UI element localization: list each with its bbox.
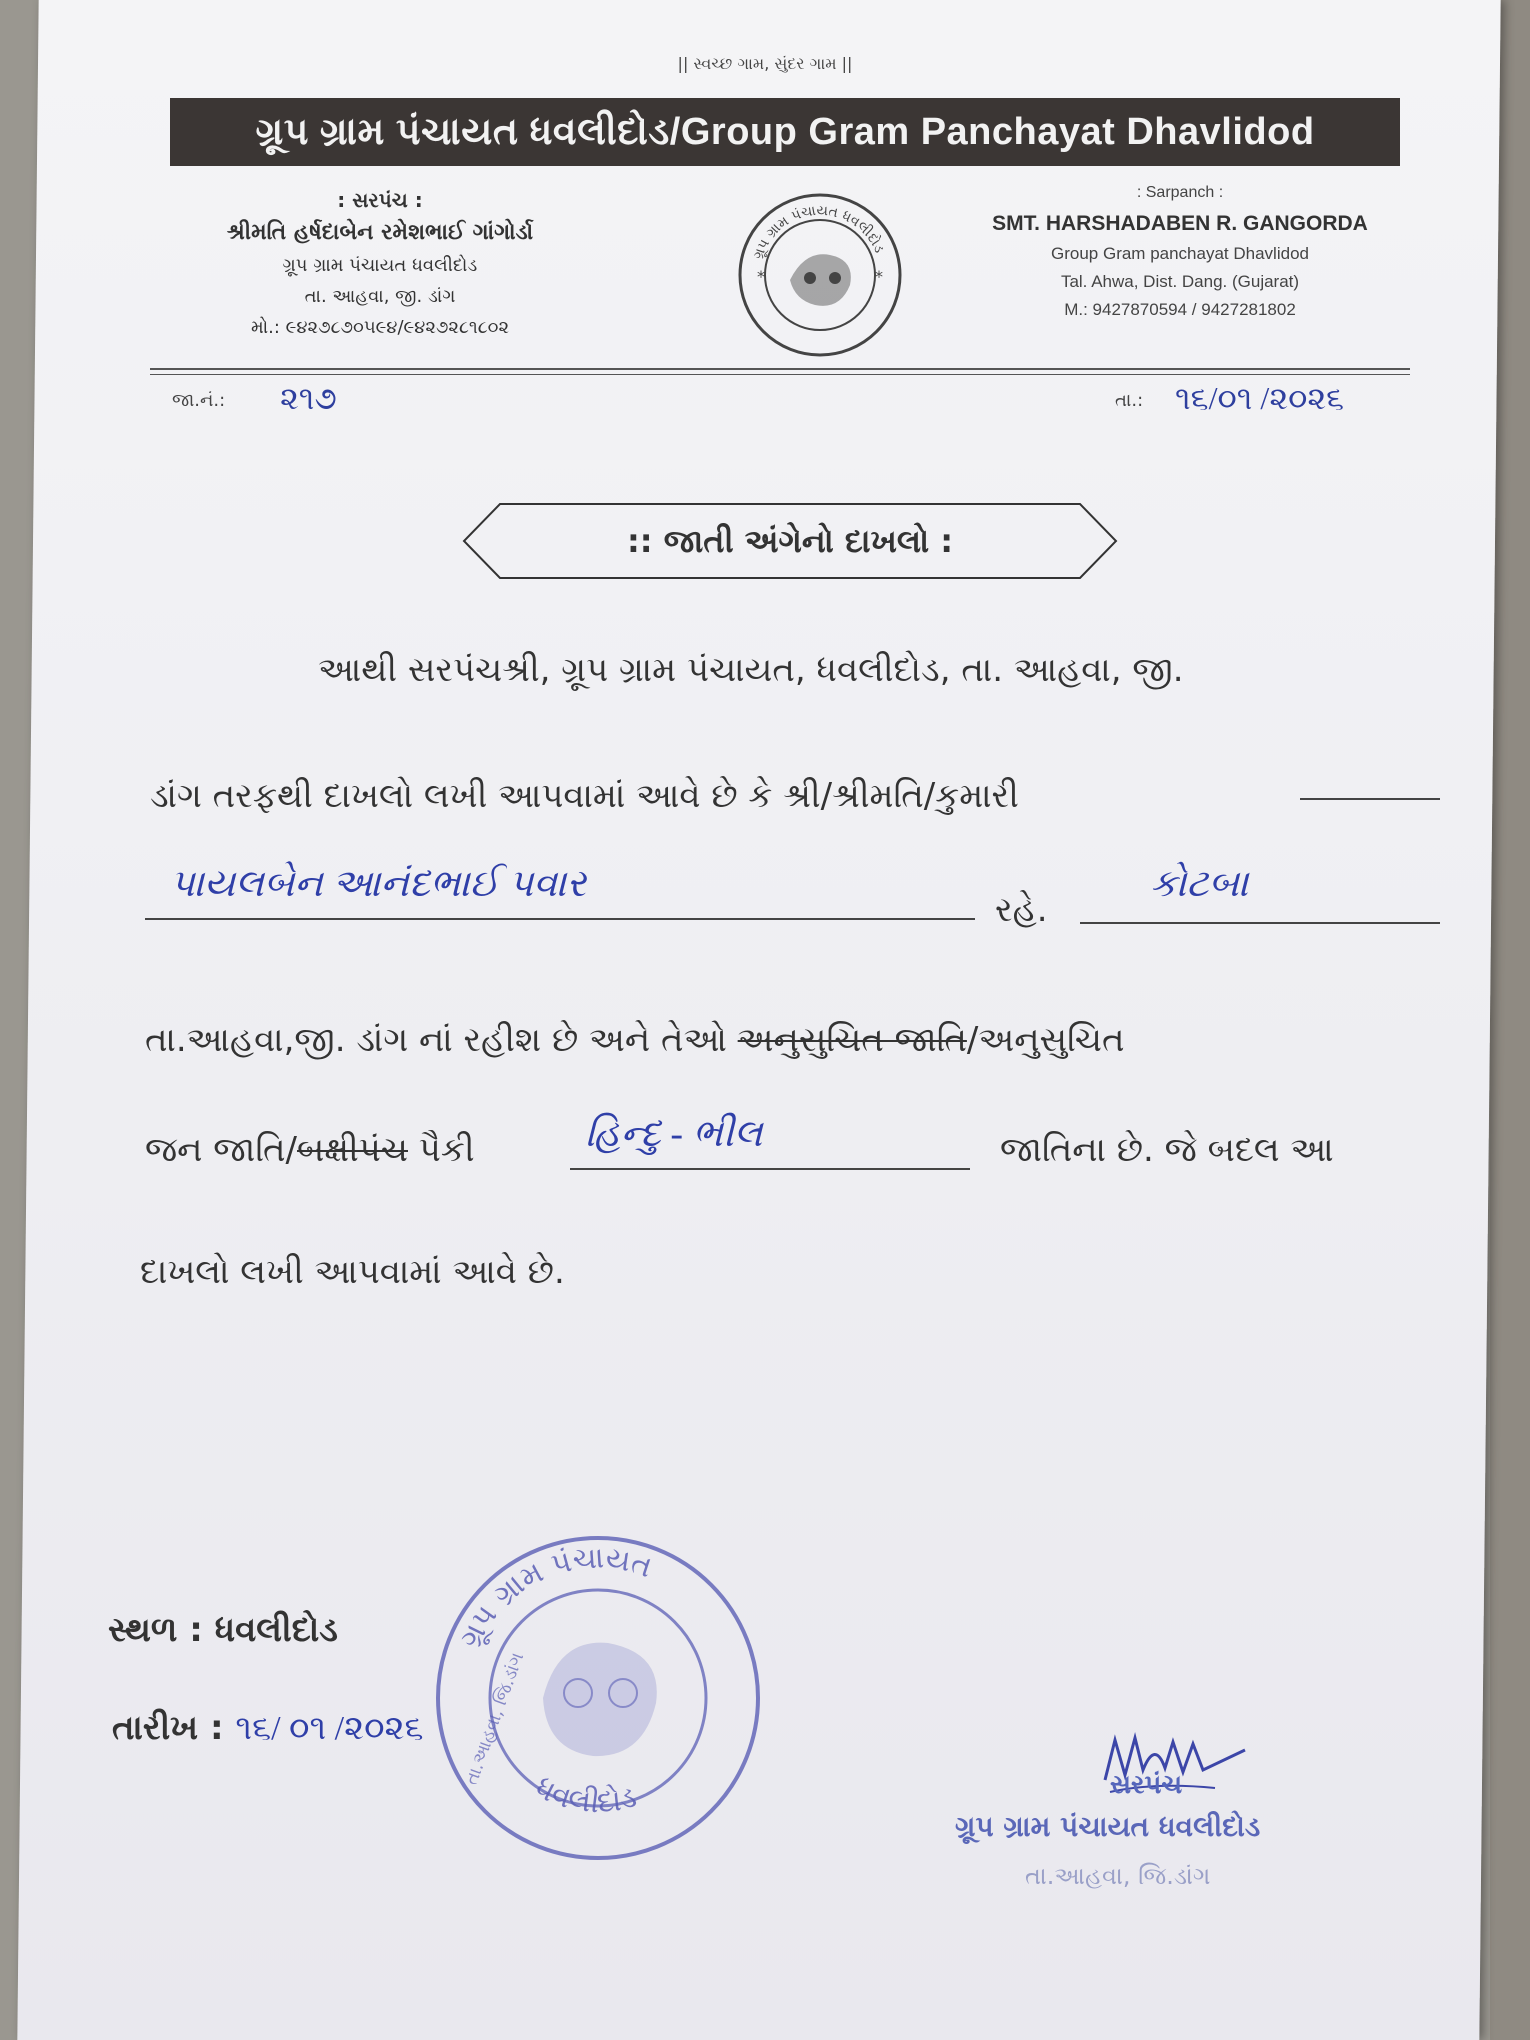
struck-option-obc: બક્ષીપંચ	[297, 1130, 408, 1170]
svg-text:*: *	[757, 267, 765, 286]
body-line-5	[145, 1130, 475, 1170]
reference-row	[160, 380, 1410, 424]
divider	[150, 374, 1410, 375]
org-name-en: Group Gram panchayat Dhavlidod	[1051, 244, 1309, 263]
panchayat-round-stamp-icon	[428, 1528, 768, 1868]
certificate-title: :: જાતી અંગેનો દાખલો :	[626, 521, 954, 560]
struck-option-sc: અનુસુચિત જાતિ	[737, 1020, 967, 1060]
svg-text:ધવલીદોડ	[530, 1770, 641, 1821]
stamp-top-text: ગ્રૂપ ગ્રામ પંચાયત	[452, 1540, 657, 1654]
line4-text-a: તા.આહવા,જી. ડાંગ નાં રહીશ છે અને તેઓ	[145, 1020, 738, 1060]
date-value: ૧૬/ ૦૧ /૨૦૨૬	[235, 1710, 424, 1747]
address-en: Tal. Ahwa, Dist. Dang. (Gujarat)	[1060, 272, 1300, 291]
filled-name: પાયલબેન આનંદભાઈ પવાર	[170, 863, 586, 905]
stamp-bottom-text: ધવલીદોડ	[529, 1769, 641, 1821]
body-line-2: ડાંગ તરફથી દાખલો લખી આપવામાં આવે છે કે શ્રી/શ્રીમતિ/કુમારી	[150, 776, 1019, 816]
divider	[150, 368, 1410, 370]
filled-caste: હિન્દુ - ભીલ	[585, 1113, 763, 1155]
body-line-4	[145, 1020, 1125, 1060]
blank-line	[1300, 798, 1440, 800]
seal-text: ગ્રૂપ ગ્રામ પંચાયત ધવલીદોડ	[750, 202, 888, 262]
line5-text-a: જન જાતિ/	[145, 1130, 298, 1170]
org-name: ગ્રૂપ ગ્રામ પંચાયત ધવલીદોડ	[282, 255, 478, 276]
date-field	[112, 1708, 424, 1748]
ref-date-value: ૧૬/૦૧ /૨૦૨૬	[1175, 380, 1345, 416]
phone: મો.: ૯૪૨૭૮૭૦૫૯૪/૯૪૨૭૨૮૧૮૦૨	[250, 317, 510, 338]
date-label: તારીખ :	[112, 1708, 236, 1748]
name-underline	[145, 918, 975, 920]
sarpanch-details-gujarati	[160, 188, 600, 338]
letterhead-banner: ગ્રૂપ ગ્રામ પંચાયત ધવલીદોડ/Group Gram Panchayat Dhavlidod	[170, 98, 1400, 166]
certificate-title-box	[460, 502, 1120, 580]
caste-underline	[570, 1168, 970, 1170]
line5-text-c: જાતિના છે. જે બદલ આ	[1000, 1130, 1334, 1170]
sarpanch-details-english	[940, 184, 1420, 320]
signature-title: સરપંચ	[1110, 1770, 1183, 1800]
ref-number-label: જા.નં.:	[172, 390, 226, 411]
role-label: : સરપંચ :	[337, 188, 423, 212]
signature-org-stamp: ગ્રૂપ ગ્રામ પંચાયત ધવલીદોડ	[955, 1810, 1261, 1843]
svg-text:*: *	[875, 267, 883, 286]
village-underline	[1080, 922, 1440, 924]
place-field	[108, 1610, 338, 1650]
sarpanch-name: શ્રીમતિ હર્ષદાબેન રમેશભાઈ ગાંગોર્ડા	[226, 220, 534, 245]
phone-en: M.: 9427870594 / 9427281802	[1064, 300, 1296, 319]
place-value: ધવલીદોડ	[214, 1610, 338, 1650]
reside-label: રહે.	[995, 890, 1048, 930]
line4-text-b: /અનુસુચિત	[966, 1020, 1125, 1060]
stamp-side-text: તા.આહવા, જિ.ડાંગ	[460, 1649, 529, 1788]
filled-village: કોટબા	[1150, 863, 1249, 905]
address: તા. આહવા, જી. ડાંગ	[304, 286, 456, 307]
ref-date-label: તા.:	[1115, 390, 1144, 411]
body-line-1: આથી સરપંચશ્રી, ગ્રૂપ ગ્રામ પંચાયત, ધવલીદોડ, તા. આહવા, જી.	[318, 650, 1184, 690]
ref-number-value: ૨૧૭	[280, 380, 337, 416]
line5-text-b: પૈકી	[408, 1130, 475, 1170]
signature-address-stamp: તા.આહવા, જિ.ડાંગ	[1025, 1862, 1211, 1890]
role-label-en: : Sarpanch :	[1136, 184, 1224, 201]
body-line-6: દાખલો લખી આપવામાં આવે છે.	[140, 1252, 565, 1292]
svg-text:ગ્રૂપ ગ્રામ પંચાયત	[453, 1540, 657, 1653]
sarpanch-name-en: SMT. HARSHADABEN R. GANGORDA	[992, 212, 1368, 235]
slogan: || સ્વચ્છ ગામ, સુંદર ગામ ||	[677, 54, 853, 73]
panchayat-seal-icon	[735, 190, 905, 360]
place-label: સ્થળ :	[108, 1610, 215, 1650]
